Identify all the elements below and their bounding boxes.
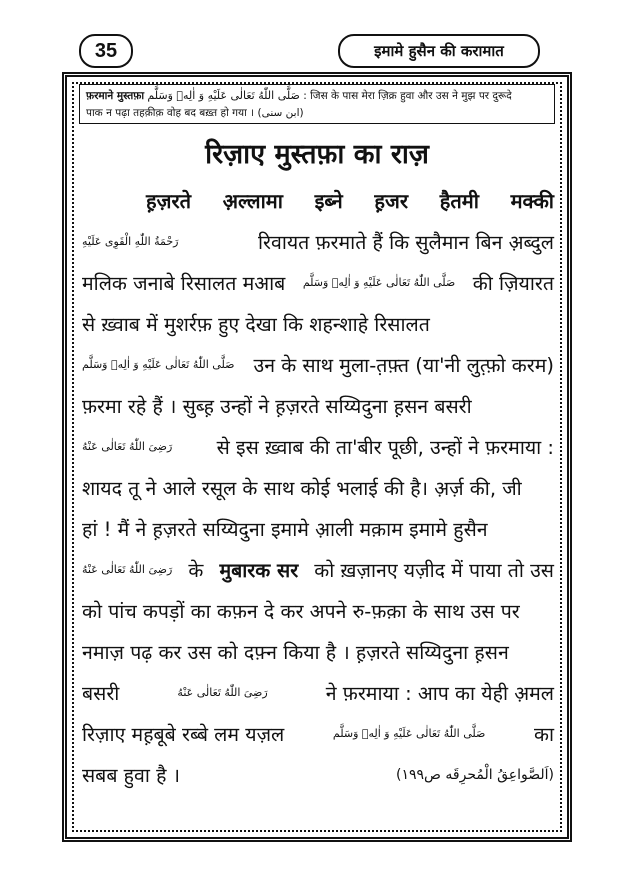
text-segment: ने फ़रमाया : आप का येही अ़मल <box>325 682 554 705</box>
arabic-salutation: رَحْمَةُ اللّٰهِ الْقَوِی عَلَيْهِ <box>82 235 179 248</box>
body-line <box>82 262 554 303</box>
body-line <box>82 508 554 549</box>
body-line <box>82 754 554 795</box>
body-line <box>82 672 554 713</box>
text-segment: बसरी <box>82 682 120 705</box>
text-segment: का <box>533 723 554 746</box>
page-number: 35 <box>79 34 133 68</box>
arabic-salutation: رَضِیَ اللّٰهُ تَعَالٰى عَنْهُ <box>177 686 268 699</box>
text-segment: को ख़ज़ानए यज़ीद में पाया तो उस <box>314 559 554 582</box>
word: अ़ल्लामा <box>222 189 283 213</box>
body-line <box>82 344 554 385</box>
arabic-salutation: رَضِیَ اللّٰهُ تَعَالٰى عَنْهُ <box>82 440 173 453</box>
word: ह़ज़रते <box>146 189 192 213</box>
text-segment: रिज़ाए मह़बूबे रब्बे लम यज़ल <box>82 723 285 746</box>
text-segment: रिवायत फ़रमाते हैं कि सुलैमान बिन अ़ब्दुल <box>257 231 554 254</box>
text-segment: नमाज़ पढ़ कर उस को दफ़्न किया है । ह़ज़रते सय्यिदुना ह़सन <box>82 641 509 664</box>
body-line <box>82 590 554 631</box>
word: इब्ने <box>314 189 343 213</box>
page-heading: रिज़ाए मुस्तफ़ा का राज़ <box>205 139 429 170</box>
arabic-salutation: صَلَّى اللّٰهُ تَعَالٰى عَلَيْهِ وَ اٰلِهٖ وَسَلَّم <box>332 727 486 740</box>
arabic-salutation: صَلَّى اللّٰهُ تَعَالٰى عَلَيْهِ وَ اٰلِهٖ وَسَلَّم <box>82 358 235 371</box>
notice-text-1: : जिस के पास मेरा ज़िक्र हुवा और उस ने मुझ पर दुरूदे <box>303 90 512 102</box>
word: हैतमी <box>439 189 479 213</box>
text-segment: के <box>188 559 204 582</box>
notice-salutation: صَلَّى اللّٰهُ تَعَالٰى عَلَيْهِ وَ اٰلِهٖ وَسَلَّم <box>147 89 300 102</box>
text-segment: हां ! मैं ने ह़ज़रते सय्यिदुना इमामे आ़ली मक़ाम इमामे हुसैन <box>82 518 488 541</box>
body-line <box>82 180 554 221</box>
body-text <box>82 180 554 795</box>
notice-line-1 <box>86 87 548 105</box>
arabic-salutation: رَضِیَ اللّٰهُ تَعَالٰى عَنْهُ <box>82 563 173 576</box>
word: ह़जर <box>374 189 409 213</box>
notice-box <box>79 84 555 124</box>
body-line <box>82 221 554 262</box>
body-line <box>82 303 554 344</box>
body-line <box>82 549 554 590</box>
book-title: इमामे हुसैन की करामात <box>338 34 540 68</box>
source-reference: (اَلصَّواعِقُ الْمُحرِقَه ص١٩٩) <box>396 766 554 783</box>
text-segment: उन के साथ मुला-त़फ़्त (या'नी लुत़्फ़ो करम) <box>253 354 554 377</box>
text-segment: की ज़ियारत <box>472 272 554 295</box>
bold-phrase: मुबारक सर <box>219 559 299 582</box>
text-segment: से इस ख़्वाब की ता'बीर पूछी, उन्हों ने फ़रमाया : <box>216 436 554 459</box>
text-segment: फ़रमा रहे हैं । सुब्ह़ उन्हों ने ह़ज़रते सय्यिदुना ह़सन बसरी <box>82 395 472 418</box>
body-line <box>82 713 554 754</box>
body-line <box>82 467 554 508</box>
notice-line-2: पाक न पढ़ा तहक़ीक़ वोह बद बख़्त हो गया । (ابن سنی) <box>86 107 304 119</box>
word: मक्की <box>510 189 554 213</box>
arabic-salutation: صَلَّى اللّٰهُ تَعَالٰى عَلَيْهِ وَ اٰلِهٖ وَسَلَّم <box>302 276 456 289</box>
body-line <box>82 385 554 426</box>
body-line <box>82 631 554 672</box>
notice-label: फ़रमाने मुस्तफ़ा <box>86 90 145 102</box>
text-segment: शायद तू ने आले रसूल के साथ कोई भलाई की है। अ़र्ज़ की, जी <box>82 477 522 500</box>
text-segment: को पांच कपड़ों का कफ़न दे कर अपने रु-फ़क़ा के साथ उस पर <box>82 600 520 623</box>
body-line <box>82 426 554 467</box>
text-segment: मलिक जनाबे रिसालत मआब <box>82 272 286 295</box>
text-segment: सबब हुवा है । <box>82 764 181 787</box>
text-segment: से ख़्वाब में मुशर्रफ़ हुए देखा कि शहन्शाहे रिसालत <box>82 313 430 336</box>
